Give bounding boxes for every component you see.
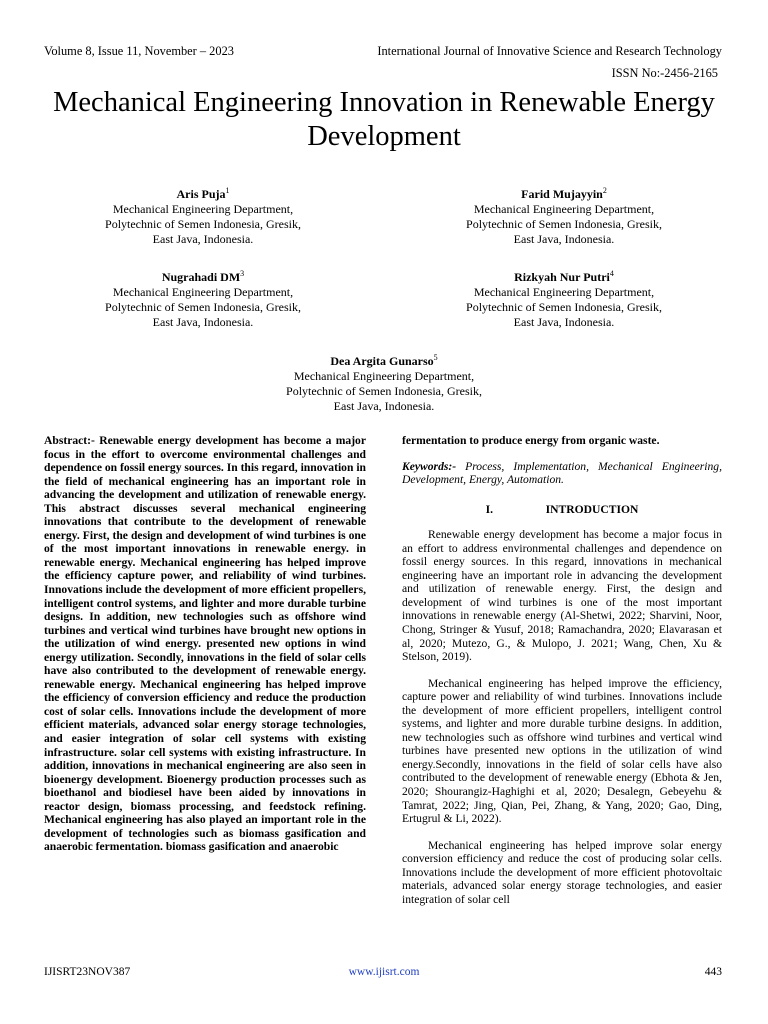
keywords [402,460,722,487]
author-dept: Mechanical Engineering Department, [112,285,294,299]
journal-url-link[interactable]: www.ijisrt.com [348,966,420,978]
author-loc: East Java, Indonesia. [152,232,254,246]
section-heading [402,503,722,517]
author-block [259,350,509,414]
author-sup: 1 [225,186,230,195]
author-inst: Polytechnic of Semen Indonesia, Gresik, [105,300,301,314]
author-name: Rizkyah Nur Putri [514,270,610,284]
author-dept: Mechanical Engineering Department, [112,202,294,216]
issn: ISSN No:-2456-2165 [611,66,718,80]
abstract-column [44,434,366,854]
author-loc: East Java, Indonesia. [333,399,435,413]
keywords-text: Process, Implementation, Mechanical Engineering, Development, Energy, Automation. [402,459,722,487]
author-sup: 3 [240,269,245,278]
author-inst: Polytechnic of Semen Indonesia, Gresik, [105,217,301,231]
section-number: I. [485,502,494,516]
author-sup: 2 [602,186,607,195]
author-loc: East Java, Indonesia. [513,232,615,246]
author-dept: Mechanical Engineering Department, [473,202,655,216]
author-inst: Polytechnic of Semen Indonesia, Gresik, [466,300,662,314]
author-dept: Mechanical Engineering Department, [473,285,655,299]
body-paragraph: Renewable energy development has become a major focus in an effort to address environmental challenges and dependence on fossil energy sources. In this regard, innovations in mechanical engineering have an important role in advancing the development and utilization of renewable energy. First, the design and development of wind turbines is one of the most important innovations in renewable energy (Al-Shetwi, 2022; Sharvini, Noor, Chong, Stringer & Yusuf, 2018; Ramachandra, 2020; Elavarasan et al, 2020; Mutezo, G., & Mulopo, J. 2021; Wang, Chen, Xu & Stelson, 2019). [402,528,722,664]
abstract-text: Abstract:- Renewable energy development has become a major focus in the effort to overcome environmental challenges and dependence on fossil energy sources. In this regard, innovation in the field of mechanical engineering has an important role in advancing the development and utilization of renewable energy. This abstract discusses several mechanical engineering innovations that contribute to the development of renewable energy. First, the design and development of wind turbines is one of the most important innovations in renewable energy. in renewable energy. Mechanical engineering has helped improve the efficiency capture power, and reliability of wind turbines. Innovations include the development of more efficient propellers, intelligent control systems, and lighter and more durable turbine designs. In addition, new technologies such as offshore wind turbines and vertical wind turbines have brought new options in the utilization of wind energy. presented new options in wind energy utilization. Secondly, innovations in the field of solar cells have also contributed to the development of renewable energy. renewable energy. Mechanical engineering has helped improve the efficiency of conversion efficiency and reduce the production cost of solar cells. Innovations include the development of more efficient materials, advanced solar energy storage technologies, and easier integration of solar cell systems with existing infrastructure. solar cell systems with existing infrastructure. In addition, innovations in mechanical engineering are also seen in bioenergy development. Bioenergy production processes such as bioethanol and biodiesel have been aided by innovations in reactor design, biomass processing, and feedstock refining. Mechanical engineering has also played an important role in the development of technologies such as biomass gasification and anaerobic fermentation. biomass gasification and anaerobic [44,434,366,854]
right-column [402,434,722,919]
author-block [78,266,328,330]
author-name: Nugrahadi DM [161,270,241,284]
author-loc: East Java, Indonesia. [513,315,615,329]
author-sup: 4 [609,269,614,278]
author-name: Farid Mujayyin [521,187,603,201]
abstract-continuation: fermentation to produce energy from organic waste. [402,434,660,447]
paper-code: IJISRT23NOV387 [44,966,131,978]
keywords-label: Keywords:- [402,459,457,473]
author-sup: 5 [433,353,438,362]
body-paragraph: Mechanical engineering has helped improve the efficiency, capture power and reliability of wind turbines. Innovations include the development of more efficient propellers, intelligent control systems, and lighter and more durable turbine designs. In addition, new technologies such as offshore wind turbines and vertical wind turbines have presented new options in the utilization of wind energy.Secondly, innovations in the field of solar cells have also contributed to the development of renewable energy (Ebhota & Jen, 2020; Shourangiz-Haghighi et al, 2020; Desalegn, Gebeyehu & Tamrat, 2022; Jing, Qian, Pei, Zhang, & Yang, 2020; Gao, Ding, Ertugrul & Li, 2022). [402,676,722,826]
page-number: 443 [704,966,722,978]
author-block [78,183,328,247]
body-paragraph: Mechanical engineering has helped improve solar energy conversion efficiency and reduce the cost of producing solar cells. Innovations include the development of more efficient photovoltaic materials, advanced solar energy storage technologies, and easier integration of solar cell [402,838,722,906]
author-inst: Polytechnic of Semen Indonesia, Gresik, [466,217,662,231]
author-inst: Polytechnic of Semen Indonesia, Gresik, [286,384,482,398]
author-loc: East Java, Indonesia. [152,315,254,329]
volume-issue: Volume 8, Issue 11, November – 2023 [44,44,234,58]
author-dept: Mechanical Engineering Department, [293,369,475,383]
author-block [439,183,689,247]
section-title: INTRODUCTION [545,502,639,516]
author-name: Dea Argita Gunarso [330,354,434,368]
journal-name: International Journal of Innovative Science and Research Technology [377,44,722,58]
paper-title: Mechanical Engineering Innovation in Renewable Energy Development [53,87,715,152]
author-name: Aris Puja [176,187,226,201]
author-block [439,266,689,330]
